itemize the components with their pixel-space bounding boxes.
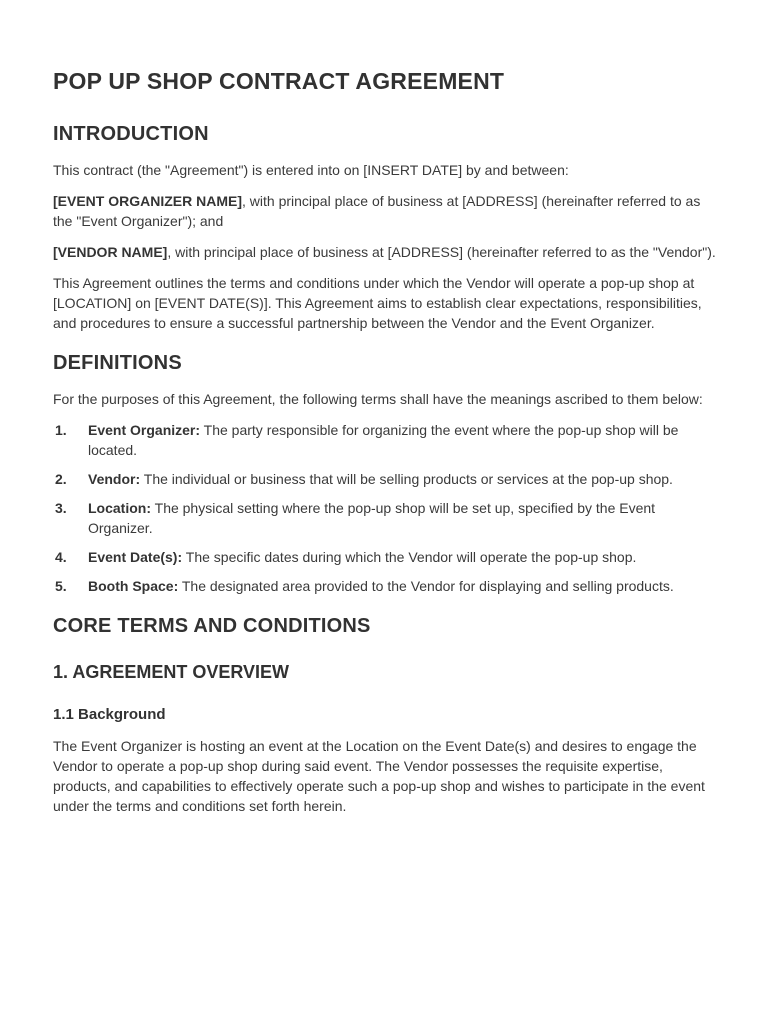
list-item-event-organizer	[53, 420, 717, 460]
list-item-text	[88, 420, 717, 460]
intro-paragraph-4: This Agreement outlines the terms and conditions under which the Vendor will operate a pop-up shop at [LOCATION] on [EVENT DATE(S)]. This Agreement aims to establish clear expectations, responsibilities, and procedures to ensure a successful partnership between the Vendor and the Event Organizer.	[53, 275, 702, 331]
list-item-text	[88, 469, 717, 489]
list-item-text	[88, 498, 717, 538]
intro-paragraph-2	[53, 191, 717, 231]
vendor-name-placeholder: [VENDOR NAME]	[53, 244, 168, 260]
definitions-numbered-list	[53, 420, 717, 596]
list-item-text	[88, 547, 717, 567]
list-item-vendor	[53, 469, 717, 489]
list-item-term: Booth Space:	[88, 578, 179, 594]
section-heading-introduction: INTRODUCTION	[53, 123, 209, 145]
list-item-description: The designated area provided to the Vendor for displaying and selling products.	[178, 578, 674, 594]
section-heading-core-terms: CORE TERMS AND CONDITIONS	[53, 615, 371, 637]
list-item-event-dates	[53, 547, 717, 567]
list-item-number: 3.	[55, 500, 67, 516]
list-item-number: 1.	[55, 422, 67, 438]
subsection-heading-background: 1.1 Background	[53, 706, 166, 723]
list-item-description: The individual or business that will be selling products or services at the pop-up shop.	[140, 471, 673, 487]
list-item-description: The specific dates during which the Vendor will operate the pop-up shop.	[182, 549, 637, 565]
intro-paragraph-3	[53, 242, 717, 262]
list-item-term: Event Organizer:	[88, 422, 201, 438]
list-item-number: 4.	[55, 549, 67, 565]
document-title: POP UP SHOP CONTRACT AGREEMENT	[53, 68, 505, 94]
section-heading-definitions: DEFINITIONS	[53, 352, 182, 374]
list-item-text	[88, 576, 717, 596]
list-item-number: 5.	[55, 578, 67, 594]
intro-paragraph-3-text: , with principal place of business at [ADDRESS] (hereinafter referred to as the "Vendor").	[167, 244, 716, 260]
intro-paragraph-2-text: , with principal place of business at [ADDRESS] (hereinafter referred to as the "Event Organizer"); and	[53, 193, 701, 229]
intro-paragraph-1: This contract (the "Agreement") is entered into on [INSERT DATE] by and between:	[53, 162, 569, 178]
list-item-term: Vendor:	[88, 471, 141, 487]
background-paragraph: The Event Organizer is hosting an event at the Location on the Event Date(s) and desires to engage the Vendor to operate a pop-up shop during said event. The Vendor possesses the requisite expertise, products, and capabilities to effectively operate such a pop-up shop and wishes to participate in the event under the terms and conditions set forth herein.	[53, 738, 705, 814]
list-item-description: The party responsible for organizing the event where the pop-up shop will be located.	[88, 422, 679, 458]
list-item-term: Location:	[88, 500, 151, 516]
list-item-location	[53, 498, 717, 538]
event-organizer-name-placeholder: [EVENT ORGANIZER NAME]	[53, 193, 242, 209]
list-item-booth-space	[53, 576, 717, 596]
list-item-term: Event Date(s):	[88, 549, 183, 565]
definitions-intro-paragraph: For the purposes of this Agreement, the following terms shall have the meanings ascribed to them below:	[53, 391, 703, 407]
list-item-description: The physical setting where the pop-up shop will be set up, specified by the Event Organizer.	[88, 500, 656, 536]
list-item-number: 2.	[55, 471, 67, 487]
subsection-heading-agreement-overview: 1. AGREEMENT OVERVIEW	[53, 662, 290, 682]
